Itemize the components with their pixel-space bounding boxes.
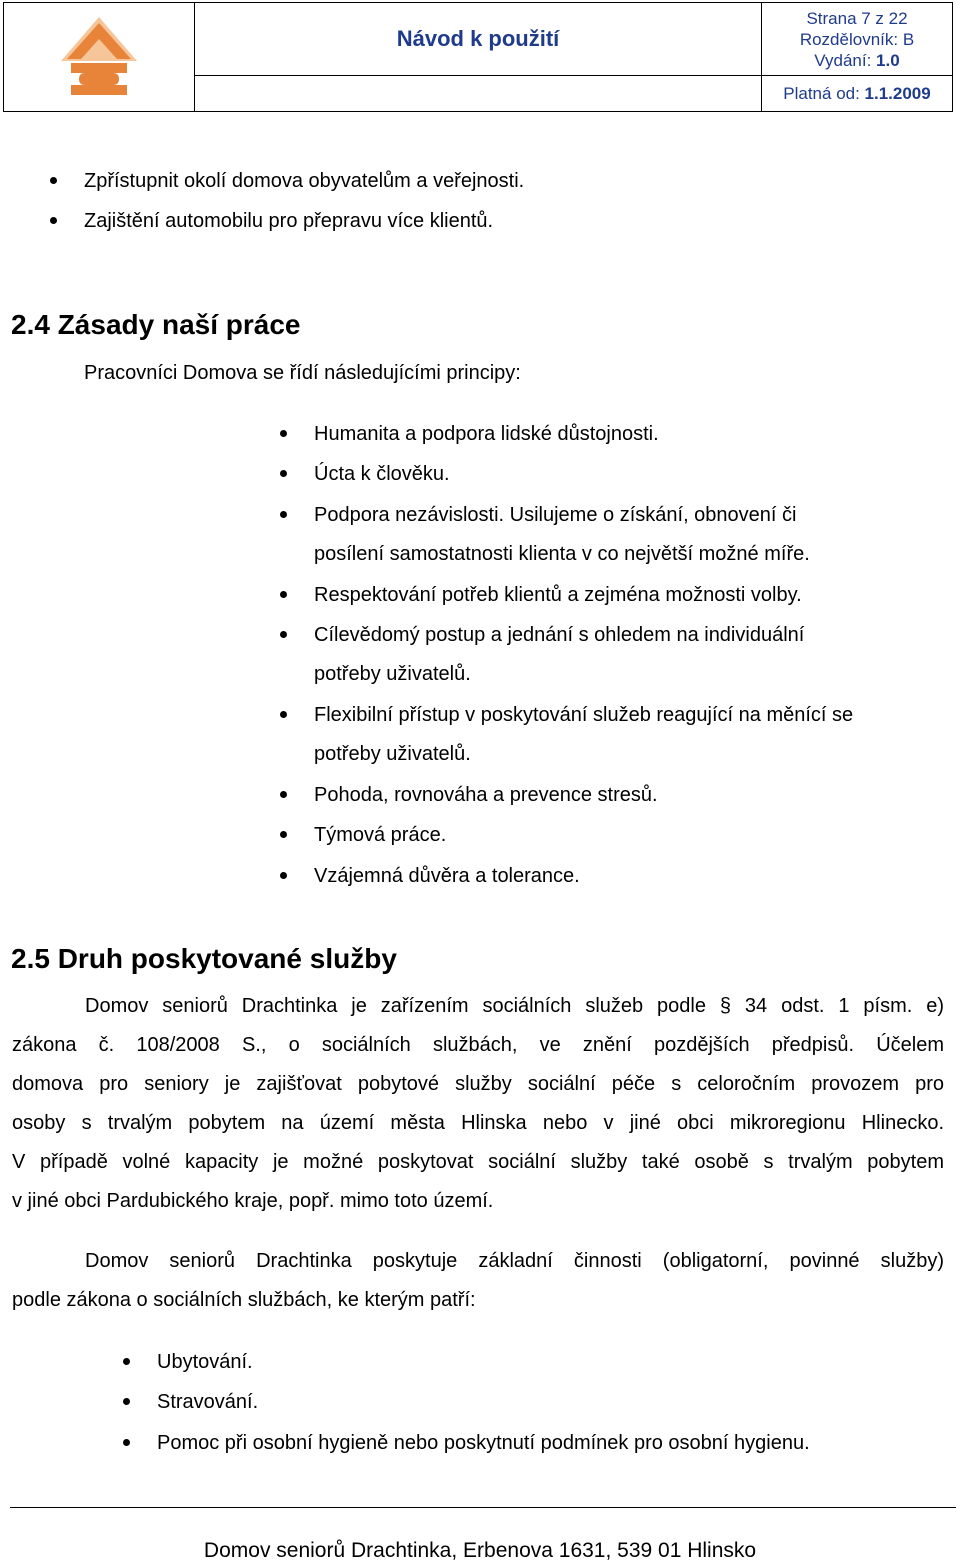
bullet xyxy=(280,511,287,518)
footer-divider xyxy=(10,1507,956,1508)
logo-cell xyxy=(4,3,195,112)
paragraph xyxy=(12,1242,944,1320)
logo-mark xyxy=(71,63,127,95)
list-item: Pohoda, rovnováha a prevence stresů. xyxy=(314,784,658,806)
paragraph-line: Domov seniorů Drachtinka poskytuje základní činnosti (obligatorní, povinné služby) xyxy=(85,1250,944,1272)
bullet xyxy=(280,631,287,638)
page-number: Strana 7 z 22 xyxy=(806,8,908,28)
list-item: Zajištění automobilu pro přepravu více klientů. xyxy=(84,210,494,232)
list-item-continuation: potřeby uživatelů. xyxy=(314,663,471,685)
list-item: Podpora nezávislosti. Usilujeme o získání, obnovení či xyxy=(314,504,797,526)
list-item: Respektování potřeb klientů a zejména možnosti volby. xyxy=(314,584,802,606)
paragraph-line: osoby s trvalým pobytem na území města Hlinska nebo v jiné obci mikroregionu Hlinecko. xyxy=(12,1112,944,1134)
paragraph xyxy=(12,987,944,1221)
valid-from xyxy=(762,76,953,112)
bullet xyxy=(123,1439,130,1446)
valid-label: Platná od: xyxy=(783,83,865,103)
section-heading: 2.5 Druh poskytované služby xyxy=(11,943,397,974)
list-item: Zpřístupnit okolí domova obyvatelům a veřejnosti. xyxy=(84,170,525,192)
edition-value: 1.0 xyxy=(876,50,900,70)
bullet xyxy=(123,1398,130,1405)
document-header xyxy=(3,2,953,112)
list-item: Stravování. xyxy=(157,1391,259,1413)
list-item: Cílevědomý postup a jednání s ohledem na individuální xyxy=(314,624,805,646)
valid-value: 1.1.2009 xyxy=(864,83,931,103)
paragraph-line: v jiné obci Pardubického kraje, popř. mimo toto území. xyxy=(12,1190,494,1212)
list-item-continuation: posílení samostatnosti klienta v co největší možné míře. xyxy=(314,543,810,565)
edition-label: Vydání: xyxy=(814,50,877,70)
distribution: Rozdělovník: B xyxy=(799,29,915,49)
footer-address: Domov seniorů Drachtinka, Erbenova 1631, 539 01 Hlinsko xyxy=(203,1539,757,1562)
bullet xyxy=(280,711,287,718)
document-title: Návod k použití xyxy=(195,3,762,76)
bullet xyxy=(280,430,287,437)
section-heading: 2.4 Zásady naší práce xyxy=(11,309,301,340)
bullet xyxy=(123,1358,130,1365)
paragraph-line: domova pro seniory je zajišťovat pobytové služby sociální péče s celoročním provozem pro xyxy=(12,1073,944,1095)
paragraph-line: zákona č. 108/2008 S., o sociálních službách, ve znění pozdějších předpisů. Účelem xyxy=(12,1034,944,1056)
bullet xyxy=(280,872,287,879)
bullet xyxy=(50,217,57,224)
edition xyxy=(762,50,952,71)
bullet xyxy=(280,470,287,477)
bullet xyxy=(50,177,57,184)
header-empty-cell xyxy=(195,76,762,112)
list-item: Týmová práce. xyxy=(314,824,447,846)
bullet xyxy=(280,791,287,798)
list-item: Flexibilní přístup v poskytování služeb reagující na měnící se xyxy=(314,704,854,726)
list-item: Pomoc při osobní hygieně nebo poskytnutí podmínek pro osobní hygienu. xyxy=(157,1432,810,1454)
list-item: Vzájemná důvěra a tolerance. xyxy=(314,865,580,887)
list-item: Úcta k člověku. xyxy=(314,463,450,485)
paragraph-line: Domov seniorů Drachtinka je zařízením sociálních služeb podle § 34 odst. 1 písm. e) xyxy=(85,995,944,1017)
paragraph-line: podle zákona o sociálních službách, ke kterým patří: xyxy=(12,1289,476,1311)
list-item-continuation: potřeby uživatelů. xyxy=(314,743,471,765)
list-item: Humanita a podpora lidské důstojnosti. xyxy=(314,423,659,445)
organization-logo xyxy=(59,15,139,99)
bullet xyxy=(280,831,287,838)
bullet xyxy=(280,591,287,598)
section-intro: Pracovníci Domova se řídí následujícími principy: xyxy=(84,362,521,384)
paragraph-line: V případě volné kapacity je možné poskytovat sociální služby také osobě s trvalým pobytem xyxy=(12,1151,944,1173)
document-meta xyxy=(762,3,953,76)
list-item: Ubytování. xyxy=(157,1351,253,1373)
